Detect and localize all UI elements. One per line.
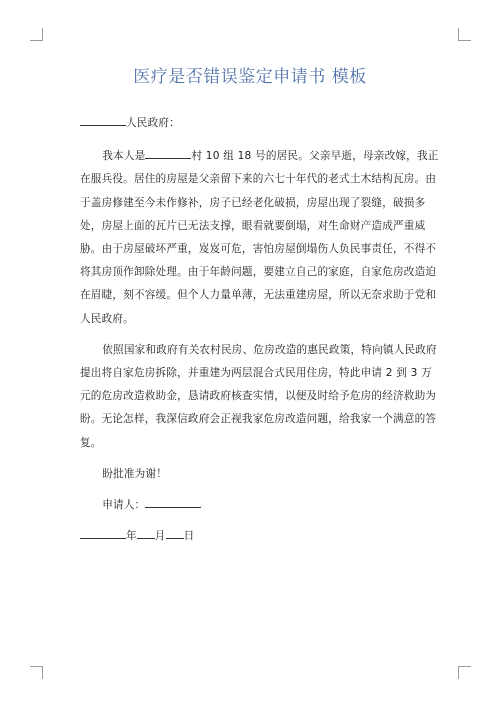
intro-suffix: 村 10 组 18 号的居民。父亲早逝，母亲改嫁，我正在服兵役。 (80, 150, 439, 186)
date-day-label: 日 (183, 530, 195, 543)
closing-line: 盼批准为谢！ (102, 467, 168, 480)
crop-mark-top-right (458, 28, 471, 41)
government-name-blank (80, 114, 126, 126)
village-name-blank (145, 147, 191, 159)
paragraph-1-rest: 居住的房屋是父亲留下来的六七十年代的老式土木结构瓦房。由于盖房修建至今未作修补，房子已经老化破损，房屋出现了裂缝，破损多处，房屋上面的瓦片已无法支撑，眼看就要倒塌，对生命财产造成严重威胁。由于房屋破坏严重，岌岌可危，害怕房屋倒塌伤人负民事责任，不得不将其房顶作卸除处理。由于年龄问题，要建立自己的家庭，自家危房改造迫在眉睫，刻不容缓。但个人力量单薄，无法重建房屋，所以无奈求助于党和人民政府。 (80, 173, 437, 325)
applicant-label: 申请人： (102, 499, 146, 512)
document-body (80, 112, 440, 548)
applicant-line (80, 494, 440, 517)
date-year-blank (80, 527, 126, 539)
salutation (80, 112, 440, 135)
crop-mark-bottom-right (458, 666, 471, 679)
salutation-suffix: 人民政府： (126, 117, 180, 129)
intro-prefix: 我本人是 (102, 150, 146, 163)
date-month-label: 月 (154, 530, 166, 543)
paragraph-2: 依照国家和政府有关农村民房、危房改造的惠民政策，特向镇人民政府提出将自家危房拆除，并重建为两层混合式民用住房，特此申请 2 到 3 万元的危房改造救助金，恳请政府核查实情，以便及时给予危房的经济救助为盼。无论怎样，我深信政府会正视我家危房改造问题，给我家一个满意的答复。 (80, 343, 437, 449)
applicant-name-blank (145, 496, 201, 508)
crop-mark-top-left (30, 28, 43, 41)
date-day-blank (166, 527, 184, 539)
date-line (80, 525, 440, 548)
date-year-label: 年 (126, 530, 137, 543)
document-title: 医疗是否错误鉴定申请书 模板 (133, 67, 367, 87)
paragraph-1 (80, 145, 440, 331)
date-month-blank (137, 527, 155, 539)
crop-mark-bottom-left (30, 666, 43, 679)
